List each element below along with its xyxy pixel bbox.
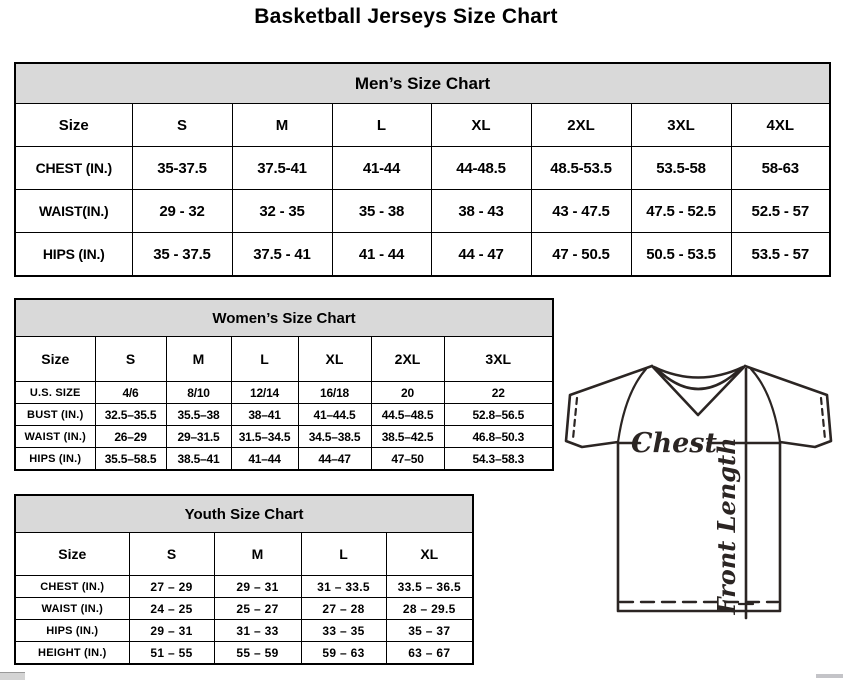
youth-row-label-waist: WAIST (IN.) [15,598,129,620]
size-cell: 29 - 32 [132,190,232,233]
youth-row-label-hips: HIPS (IN.) [15,620,129,642]
womens-col-header-3xl: 3XL [444,337,553,382]
size-cell: 50.5 - 53.5 [631,233,731,277]
mens-chart-title: Men’s Size Chart [15,63,830,104]
size-cell: 20 [371,382,444,404]
size-cell: 24 – 25 [129,598,214,620]
size-cell: 41 - 44 [332,233,431,277]
size-cell: 29–31.5 [166,426,231,448]
size-cell: 29 – 31 [129,620,214,642]
womens-row-label-waist: WAIST (IN.) [15,426,95,448]
youth-height-row [15,642,473,665]
womens-col-header-2xl: 2XL [371,337,444,382]
size-cell: 33 – 35 [301,620,386,642]
jersey-collar-band-outer [654,367,743,378]
size-cell: 59 – 63 [301,642,386,665]
size-cell: 44 - 47 [431,233,531,277]
youth-size-chart-table [14,494,474,665]
size-cell: 46.8–50.3 [444,426,553,448]
size-cell: 52.8–56.5 [444,404,553,426]
womens-row-label-bust: BUST (IN.) [15,404,95,426]
womens-waist-row [15,426,553,448]
youth-chart-title: Youth Size Chart [15,495,473,533]
youth-col-header-size: Size [15,533,129,576]
jersey-left-cuff-stitch [573,398,577,439]
mens-size-chart-table [14,62,831,277]
youth-row-label-chest: CHEST (IN.) [15,576,129,598]
front-length-label: Front Length [712,437,741,615]
size-cell: 51 – 55 [129,642,214,665]
size-cell: 28 – 29.5 [386,598,473,620]
size-cell: 37.5-41 [232,147,332,190]
womens-bust-row [15,404,553,426]
youth-hips-row [15,620,473,642]
mens-row-label-waist: WAIST(IN.) [15,190,132,233]
jersey-outline-icon [566,366,831,611]
size-cell: 47.5 - 52.5 [631,190,731,233]
size-cell: 26–29 [95,426,166,448]
jersey-collar-icon [652,366,745,415]
size-cell: 32.5–35.5 [95,404,166,426]
size-cell: 31 – 33.5 [301,576,386,598]
size-cell: 35 – 37 [386,620,473,642]
size-cell: 12/14 [231,382,298,404]
size-cell: 43 - 47.5 [531,190,631,233]
size-cell: 55 – 59 [214,642,301,665]
womens-header-row [15,337,553,382]
womens-us-size-row [15,382,553,404]
size-cell: 35.5–58.5 [95,448,166,471]
size-cell: 35.5–38 [166,404,231,426]
youth-chest-row [15,576,473,598]
jersey-right-seam [751,369,780,442]
size-cell: 35 - 38 [332,190,431,233]
size-cell: 34.5–38.5 [298,426,371,448]
mens-hips-row [15,233,830,277]
size-cell: 8/10 [166,382,231,404]
mens-col-header-l: L [332,104,431,147]
size-cell: 16/18 [298,382,371,404]
size-cell: 37.5 - 41 [232,233,332,277]
size-cell: 41–44 [231,448,298,471]
size-cell: 38–41 [231,404,298,426]
mens-chest-row [15,147,830,190]
size-cell: 48.5-53.5 [531,147,631,190]
womens-col-header-xl: XL [298,337,371,382]
jersey-right-cuff-stitch [821,398,825,439]
womens-row-label-hips: HIPS (IN.) [15,448,95,471]
size-cell: 29 – 31 [214,576,301,598]
size-cell: 4/6 [95,382,166,404]
size-cell: 58-63 [731,147,830,190]
size-cell: 63 – 67 [386,642,473,665]
mens-col-header-2xl: 2XL [531,104,631,147]
size-cell: 38.5–41 [166,448,231,471]
womens-col-header-l: L [231,337,298,382]
mens-col-header-xl: XL [431,104,531,147]
size-cell: 41–44.5 [298,404,371,426]
size-cell: 22 [444,382,553,404]
womens-chart-title: Women’s Size Chart [15,299,553,337]
size-cell: 54.3–58.3 [444,448,553,471]
size-cell: 47–50 [371,448,444,471]
youth-col-header-m: M [214,533,301,576]
size-cell: 44-48.5 [431,147,531,190]
womens-size-chart-table [14,298,554,471]
womens-col-header-m: M [166,337,231,382]
mens-col-header-3xl: 3XL [631,104,731,147]
size-cell: 35 - 37.5 [132,233,232,277]
womens-hips-row [15,448,553,471]
size-cell: 31.5–34.5 [231,426,298,448]
size-cell: 52.5 - 57 [731,190,830,233]
size-cell: 27 – 29 [129,576,214,598]
youth-waist-row [15,598,473,620]
chest-label: Chest [631,428,717,459]
womens-col-header-s: S [95,337,166,382]
size-cell: 27 – 28 [301,598,386,620]
youth-row-label-height: HEIGHT (IN.) [15,642,129,665]
jersey-measurement-diagram [556,358,843,630]
size-cell: 35-37.5 [132,147,232,190]
youth-header-row [15,533,473,576]
youth-col-header-s: S [129,533,214,576]
mens-waist-row [15,190,830,233]
size-cell: 41-44 [332,147,431,190]
mens-row-label-chest: CHEST (IN.) [15,147,132,190]
womens-col-header-size: Size [15,337,95,382]
size-cell: 31 – 33 [214,620,301,642]
size-cell: 38 - 43 [431,190,531,233]
mens-col-header-size: Size [15,104,132,147]
size-cell: 53.5-58 [631,147,731,190]
size-cell: 38.5–42.5 [371,426,444,448]
youth-col-header-l: L [301,533,386,576]
size-cell: 53.5 - 57 [731,233,830,277]
size-cell: 44.5–48.5 [371,404,444,426]
mens-header-row [15,104,830,147]
womens-row-label-us-size: U.S. SIZE [15,382,95,404]
mens-col-header-s: S [132,104,232,147]
size-cell: 32 - 35 [232,190,332,233]
mens-col-header-4xl: 4XL [731,104,830,147]
mens-col-header-m: M [232,104,332,147]
size-cell: 47 - 50.5 [531,233,631,277]
size-cell: 33.5 – 36.5 [386,576,473,598]
size-cell: 25 – 27 [214,598,301,620]
youth-col-header-xl: XL [386,533,473,576]
horizontal-scrollbar-fragment-right[interactable] [816,674,843,678]
page-title: Basketball Jerseys Size Chart [254,5,558,28]
size-cell: 44–47 [298,448,371,471]
mens-row-label-hips: HIPS (IN.) [15,233,132,277]
